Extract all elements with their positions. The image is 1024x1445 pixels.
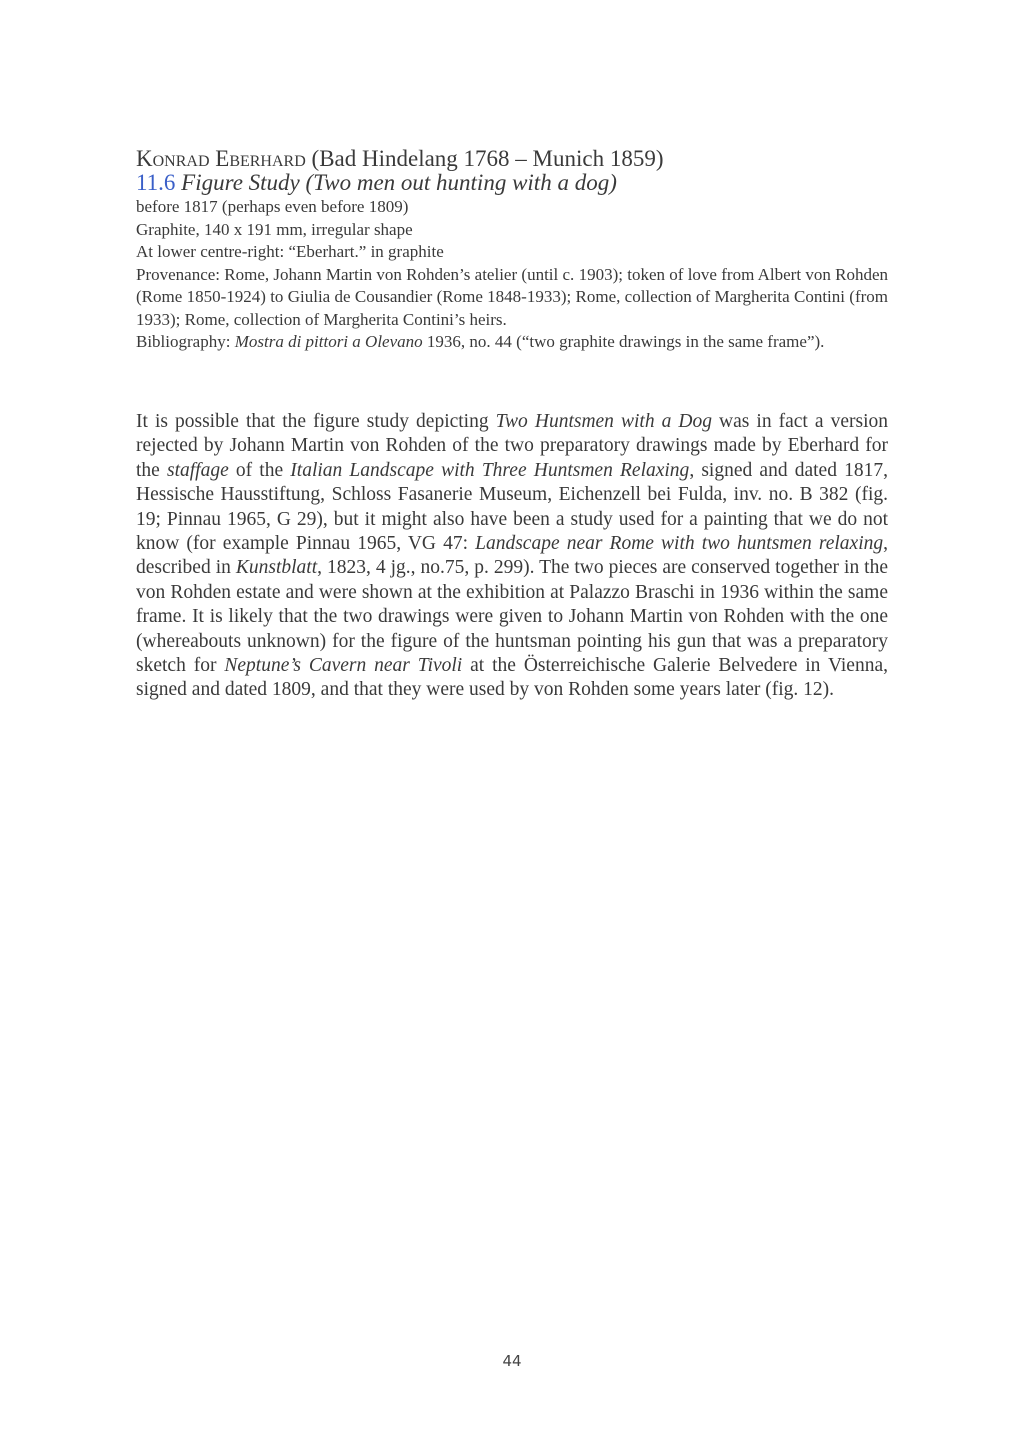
bibliography-details: 1936, no. 44 (“two graphite drawings in the same frame”).: [422, 332, 825, 351]
body-text: , described in: [136, 533, 889, 579]
artist-dates: (Bad Hindelang 1768 – Munich 1859): [311, 146, 664, 171]
body-text: of the: [228, 459, 291, 481]
page-number: 44: [502, 1352, 522, 1370]
entry-inscription: At lower centre-right: “Eberhart.” in graphite: [136, 242, 444, 261]
body-text: It is possible that the figure study depicting: [136, 411, 496, 432]
bibliography-title: Mostra di pittori a Olevano: [234, 332, 423, 351]
work-title: Figure Study (Two men out hunting with a dog): [181, 170, 617, 195]
body-italic-title: Kunstblatt: [235, 557, 318, 579]
catalogue-number: 11.6: [136, 170, 176, 195]
body-text: was in fact a version rejected by Johann Martin von Rohden of the two preparatory drawings made by Eberhard for the: [136, 411, 889, 481]
body-italic-term: staffage: [166, 459, 229, 481]
body-italic-title: Two Huntsmen with a Dog: [495, 411, 712, 432]
entry-provenance: Provenance: Rome, Johann Martin von Rohden’s atelier (until c. 1903); token of love from Albert von Rohden (Rome 1850-1924) to Giulia de Cousandier (Rome 1848-1933); Rome, collection of Margherita Contini (from 1933); Rome, collection of Margherita Contini’s heirs.: [136, 264, 888, 329]
body-text: at the Österreichische Galerie Belvedere in Vienna, signed and dated 1809, and that they were used by von Rohden some years later (fig. 12).: [136, 655, 888, 701]
body-italic-title: Italian Landscape with Three Huntsmen Relaxing: [290, 459, 690, 481]
artist-first-name: Konrad: [136, 146, 210, 171]
artist-last-name: Eberhard: [215, 146, 306, 171]
body-text: , 1823, 4 jg., no.75, p. 299). The two pieces are conserved together in the von Rohden estate and were shown at the exhibition at Palazzo Braschi in 1936 within the same frame. It is likely that the two drawings were given to Johann Martin von Rohden with the one (whereabouts unknown) for the figure of the huntsman pointing his gun that was a preparatory sketch for: [136, 557, 888, 677]
bibliography-label: Bibliography:: [136, 332, 235, 351]
body-italic-title: Landscape near Rome with two huntsmen relaxing: [475, 533, 884, 555]
entry-date: before 1817 (perhaps even before 1809): [136, 197, 409, 216]
artist-heading: [136, 146, 888, 172]
body-text: , signed and dated 1817, Hessische Hausstiftung, Schloss Fasanerie Museum, Eichenzell bei Fulda, inv. no. B 382 (fig. 19; Pinnau 1965, G 29), but it might also have been a study used for a painting that we do not know (for example Pinnau 1965, VG 47:: [136, 459, 888, 555]
work-title-line: [136, 170, 888, 196]
body-paragraph: [136, 410, 888, 703]
body-italic-title: Neptune’s Cavern near Tivoli: [224, 655, 463, 677]
entry-medium: Graphite, 140 x 191 mm, irregular shape: [136, 219, 413, 239]
entry-bibliography: [136, 331, 888, 354]
entry-metadata: [136, 196, 888, 354]
